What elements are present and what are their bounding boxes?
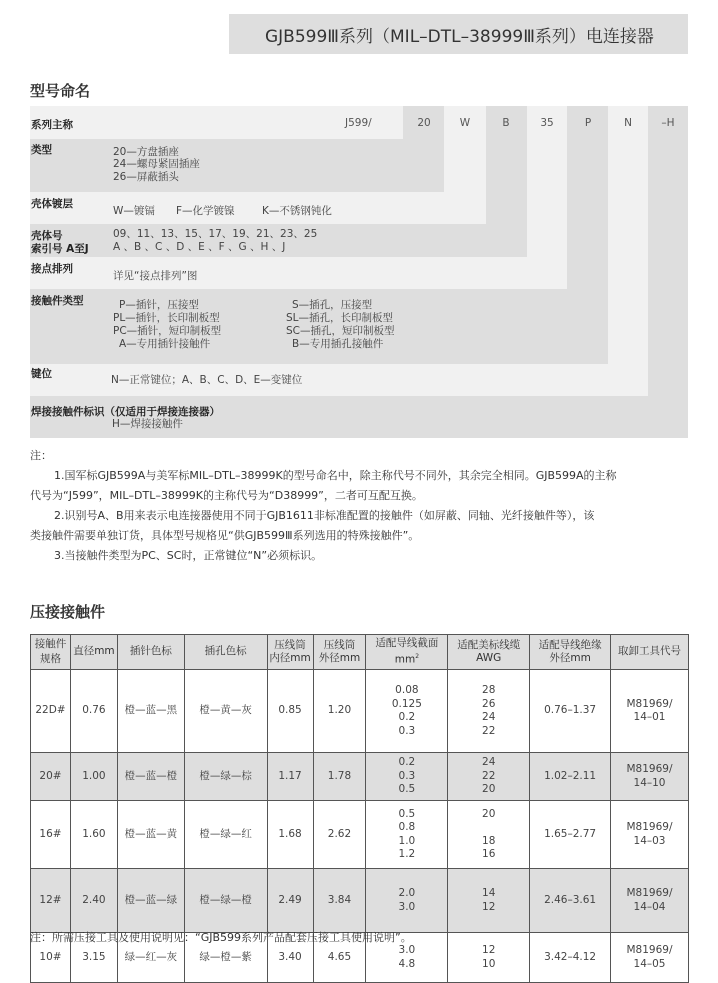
column-header-line: 适配美标线缆 (457, 638, 521, 651)
solder-value: H—焊接接触件 (112, 418, 183, 430)
tool-code-cell-line: 14–03 (633, 834, 666, 847)
insulation-dia-cell: 2.46–3.61 (530, 869, 611, 933)
column-header (31, 635, 71, 670)
series-label: 系列主称 (31, 119, 73, 131)
note-line: 2.识别号A、B用来表示电连接器使用不同于GJB1611非标准配置的接触件（如屏蔽、同轴、光纤接触件等），该 (54, 509, 595, 522)
table-row (31, 801, 689, 869)
column-header-line: AWG (476, 652, 502, 664)
plating-option: K—不锈钢钝化 (262, 205, 332, 217)
awg-cell-line: 22 (482, 724, 496, 737)
type-label: 类型 (31, 144, 52, 156)
awg-cell-line: 12 (482, 900, 496, 913)
tool-code-cell-line: M81969/ (626, 944, 673, 956)
column-header-line: 适配导线绝缘 (538, 638, 602, 651)
wire-section-cell-line: 4.8 (398, 957, 416, 970)
wire-section-cell-line: 0.8 (398, 821, 416, 833)
awg-cell-line: 24 (482, 711, 496, 723)
socket-option: SC—插孔，短印制板型 (286, 325, 395, 337)
arrangement-value: 详见“接点排列”图 (113, 270, 198, 282)
diameter-cell: 1.60 (70, 801, 117, 869)
code-contact-type: P (584, 117, 592, 129)
shell-index: A 、B 、C 、D 、E 、F 、G 、H 、J (113, 241, 286, 253)
wire-section-cell-line: 3.0 (398, 900, 416, 913)
note-line: 类接触件需要单独订货，具体型号规格见“供GJB599Ⅲ系列选用的特殊接触件”。 (30, 529, 420, 542)
code-solder: –H (661, 117, 675, 129)
column-header-line: $mm^2$ (394, 653, 420, 666)
wire-section-cell-line: 0.3 (398, 724, 416, 737)
crimp-inner-dia-cell: 1.68 (267, 801, 313, 869)
tool-code-cell-line: M81969/ (626, 887, 673, 899)
code-arrangement: 35 (540, 117, 554, 129)
crimp-inner-dia-cell: 3.40 (267, 933, 313, 983)
column-header-line: 适配导线截面 (375, 636, 439, 649)
column-header-line: 压线筒 (274, 638, 306, 651)
table-row (31, 869, 689, 933)
tool-code-cell-line: 14–05 (633, 957, 666, 970)
pin-color-cell: 橙—蓝—黄 (117, 801, 184, 869)
series-value: J599/ (345, 117, 372, 129)
type-option: 26—屏蔽插头 (113, 171, 179, 183)
tool-code-cell-line: M81969/ (626, 697, 673, 710)
document-title-bar (229, 14, 688, 54)
column-header (267, 635, 313, 670)
code-plating: W (459, 117, 471, 129)
awg-cell-line: 20 (482, 807, 496, 820)
socket-option: B—专用插孔接触件 (292, 338, 384, 350)
crimp-outer-dia-cell: 2.62 (313, 801, 366, 869)
pin-option: P—插针，压接型 (119, 299, 199, 311)
awg-cell-line: 24 (482, 756, 496, 769)
tool-code-cell-line: 14–10 (633, 776, 666, 789)
awg-cell (448, 801, 530, 869)
tool-code-cell (611, 670, 689, 753)
superscript-2: 2 (415, 653, 420, 661)
socket-color-cell: 橙—绿—橙 (184, 869, 267, 933)
contact-size-cell: 12# (31, 869, 71, 933)
wire-section-cell (366, 869, 448, 933)
diameter-cell: 0.76 (70, 670, 117, 753)
tool-code-cell (611, 753, 689, 801)
awg-cell (448, 753, 530, 801)
contact-size-cell: 16# (31, 801, 71, 869)
plating-option: F—化学镀镍 (176, 205, 235, 217)
wire-section-cell-line: 0.2 (398, 756, 416, 769)
contact-size-cell: 22D# (31, 670, 71, 753)
contact-socket-options (286, 299, 416, 351)
pin-color-cell: 绿—红—灰 (117, 933, 184, 983)
awg-cell-line: 22 (482, 769, 496, 782)
shell-index-label: 索引号 A至J (31, 243, 89, 255)
column-header-line: 外径mm (318, 652, 361, 664)
column-header (184, 635, 267, 670)
crimp-footnote: 注：所需压接工具及使用说明见：“GJB599系列产品配套压接工具使用说明”。 (30, 931, 412, 944)
crimp-section-title: 压接接触件 (30, 603, 106, 621)
wire-section-cell-line: 0.2 (398, 711, 416, 723)
column-header-line: 插孔色标 (204, 645, 247, 658)
crimp-inner-dia-cell: 2.49 (267, 869, 313, 933)
contact-size-cell: 20# (31, 753, 71, 801)
crimp-outer-dia-cell: 3.84 (313, 869, 366, 933)
crimp-inner-dia-cell: 0.85 (267, 670, 313, 753)
note-line: 3.当接触件类型为PC、SC时，正常键位“N”必须标识。 (54, 549, 323, 562)
column-header-line: 接触件 (34, 638, 67, 650)
table-header-row (31, 635, 689, 670)
crimp-outer-dia-cell: 1.78 (313, 753, 366, 801)
awg-cell (448, 670, 530, 753)
contact-pin-options (113, 299, 243, 351)
contact-size-cell: 10# (31, 933, 71, 983)
diameter-cell: 1.00 (70, 753, 117, 801)
awg-cell (448, 869, 530, 933)
pin-option: A—专用插针接触件 (119, 338, 211, 350)
column-header (70, 635, 117, 670)
wire-section-cell (366, 670, 448, 753)
column-header-line: 规格 (39, 653, 61, 665)
column-header-line: 外径mm (549, 652, 591, 664)
table-row (31, 670, 689, 753)
insulation-dia-cell: 0.76–1.37 (530, 670, 611, 753)
socket-color-cell: 橙—黄—灰 (184, 670, 267, 753)
keying-value: N—正常键位；A、B、C、D、E—变键位 (111, 374, 303, 386)
awg-cell-line: 10 (482, 957, 496, 970)
crimp-outer-dia-cell: 1.20 (313, 670, 366, 753)
note-line: 1.国军标GJB599A与美军标MIL–DTL–38999K的型号命名中，除主称代号不同外，其余完全相同。GJB599A的主称 (54, 469, 617, 482)
pin-color-cell: 橙—蓝—黑 (117, 670, 184, 753)
wire-section-cell-line: 1.0 (398, 834, 416, 847)
socket-color-cell: 绿—橙—紫 (184, 933, 267, 983)
tool-code-cell (611, 801, 689, 869)
notes (30, 446, 695, 566)
socket-option: S—插孔，压接型 (292, 299, 373, 311)
naming-section-title: 型号命名 (30, 82, 91, 100)
code-shell: B (502, 117, 510, 129)
plating-label: 壳体镀层 (31, 198, 73, 210)
socket-option: SL—插孔，长印制板型 (286, 312, 394, 324)
insulation-dia-cell: 1.02–2.11 (530, 753, 611, 801)
pin-option: PL—插针，长印制板型 (113, 312, 220, 324)
pin-option: PC—插针，短印制板型 (113, 325, 222, 337)
column-header (313, 635, 366, 670)
awg-cell-line: 14 (482, 887, 496, 899)
column-header (448, 635, 530, 670)
awg-cell-line: 28 (482, 684, 496, 696)
tool-code-cell-line: M81969/ (626, 763, 673, 775)
code-keying: N (624, 117, 632, 129)
contact-type-label: 接触件类型 (31, 295, 84, 307)
tool-code-cell-line: 14–04 (633, 900, 666, 913)
column-header-line: 内径mm (269, 652, 311, 664)
wire-section-cell-line: 0.125 (391, 697, 422, 710)
column-header (611, 635, 689, 670)
tool-code-cell (611, 933, 689, 983)
keying-label: 键位 (31, 368, 52, 380)
wire-section-cell (366, 753, 448, 801)
notes-heading: 注： (30, 449, 52, 462)
solder-label: 焊接接触件标识（仅适用于焊接连接器） (31, 406, 220, 418)
shell-size-label: 壳体号 (31, 230, 63, 242)
wire-section-cell-line: 0.3 (398, 769, 416, 782)
shell-sizes: 09、11、13、15、17、19、21、23、25 (113, 228, 318, 240)
wire-section-cell (366, 801, 448, 869)
socket-color-cell: 橙—绿—棕 (184, 753, 267, 801)
pin-color-cell: 橙—蓝—绿 (117, 869, 184, 933)
crimp-outer-dia-cell: 4.65 (313, 933, 366, 983)
column-header-line: 压线筒 (323, 638, 356, 651)
insulation-dia-cell: 1.65–2.77 (530, 801, 611, 869)
wire-section-cell-line: 0.08 (395, 684, 419, 696)
pin-color-cell: 橙—蓝—橙 (117, 753, 184, 801)
note-line: 代号为“J599”，MIL–DTL–38999K的主称代号为“D38999”，二者可互配互换。 (30, 489, 423, 502)
awg-cell (448, 933, 530, 983)
wire-section-cell-line: 0.5 (398, 783, 416, 796)
column-header (366, 635, 448, 670)
column-header (530, 635, 611, 670)
tool-code-cell-line: M81969/ (626, 821, 673, 833)
type-option: 24—螺母紧固插座 (113, 158, 200, 170)
column-header-line: 取卸工具代号 (618, 645, 681, 658)
insulation-dia-cell: 3.42–4.12 (530, 933, 611, 983)
awg-cell-line: 20 (482, 783, 496, 796)
table-row (31, 753, 689, 801)
type-option: 20—方盘插座 (113, 146, 179, 158)
wire-section-cell-line: 3.0 (398, 944, 416, 956)
document-title: GJB599Ⅲ系列（MIL–DTL–38999Ⅲ系列）电连接器 (265, 27, 654, 47)
column-header-line: 插针色标 (129, 645, 172, 658)
wire-section-cell-line: 2.0 (398, 887, 416, 899)
tool-code-cell (611, 869, 689, 933)
crimp-inner-dia-cell: 1.17 (267, 753, 313, 801)
socket-color-cell: 橙—绿—红 (184, 801, 267, 869)
column-header (117, 635, 184, 670)
awg-cell-line (448, 821, 529, 835)
diameter-cell: 3.15 (70, 933, 117, 983)
awg-cell-line: 18 (482, 834, 496, 847)
tool-code-cell-line: 14–01 (633, 711, 666, 723)
code-type: 20 (417, 117, 431, 129)
awg-cell-line: 12 (482, 944, 496, 956)
wire-section-cell-line: 0.5 (398, 807, 416, 820)
plating-option: W—镀镉 (113, 205, 155, 217)
diameter-cell: 2.40 (70, 869, 117, 933)
wire-section-cell-line: 1.2 (398, 848, 416, 860)
column-header-line: 直径mm (73, 645, 115, 658)
awg-cell-line: 16 (482, 848, 496, 860)
arrangement-label: 接点排列 (31, 263, 73, 275)
awg-cell-line: 26 (482, 697, 496, 710)
